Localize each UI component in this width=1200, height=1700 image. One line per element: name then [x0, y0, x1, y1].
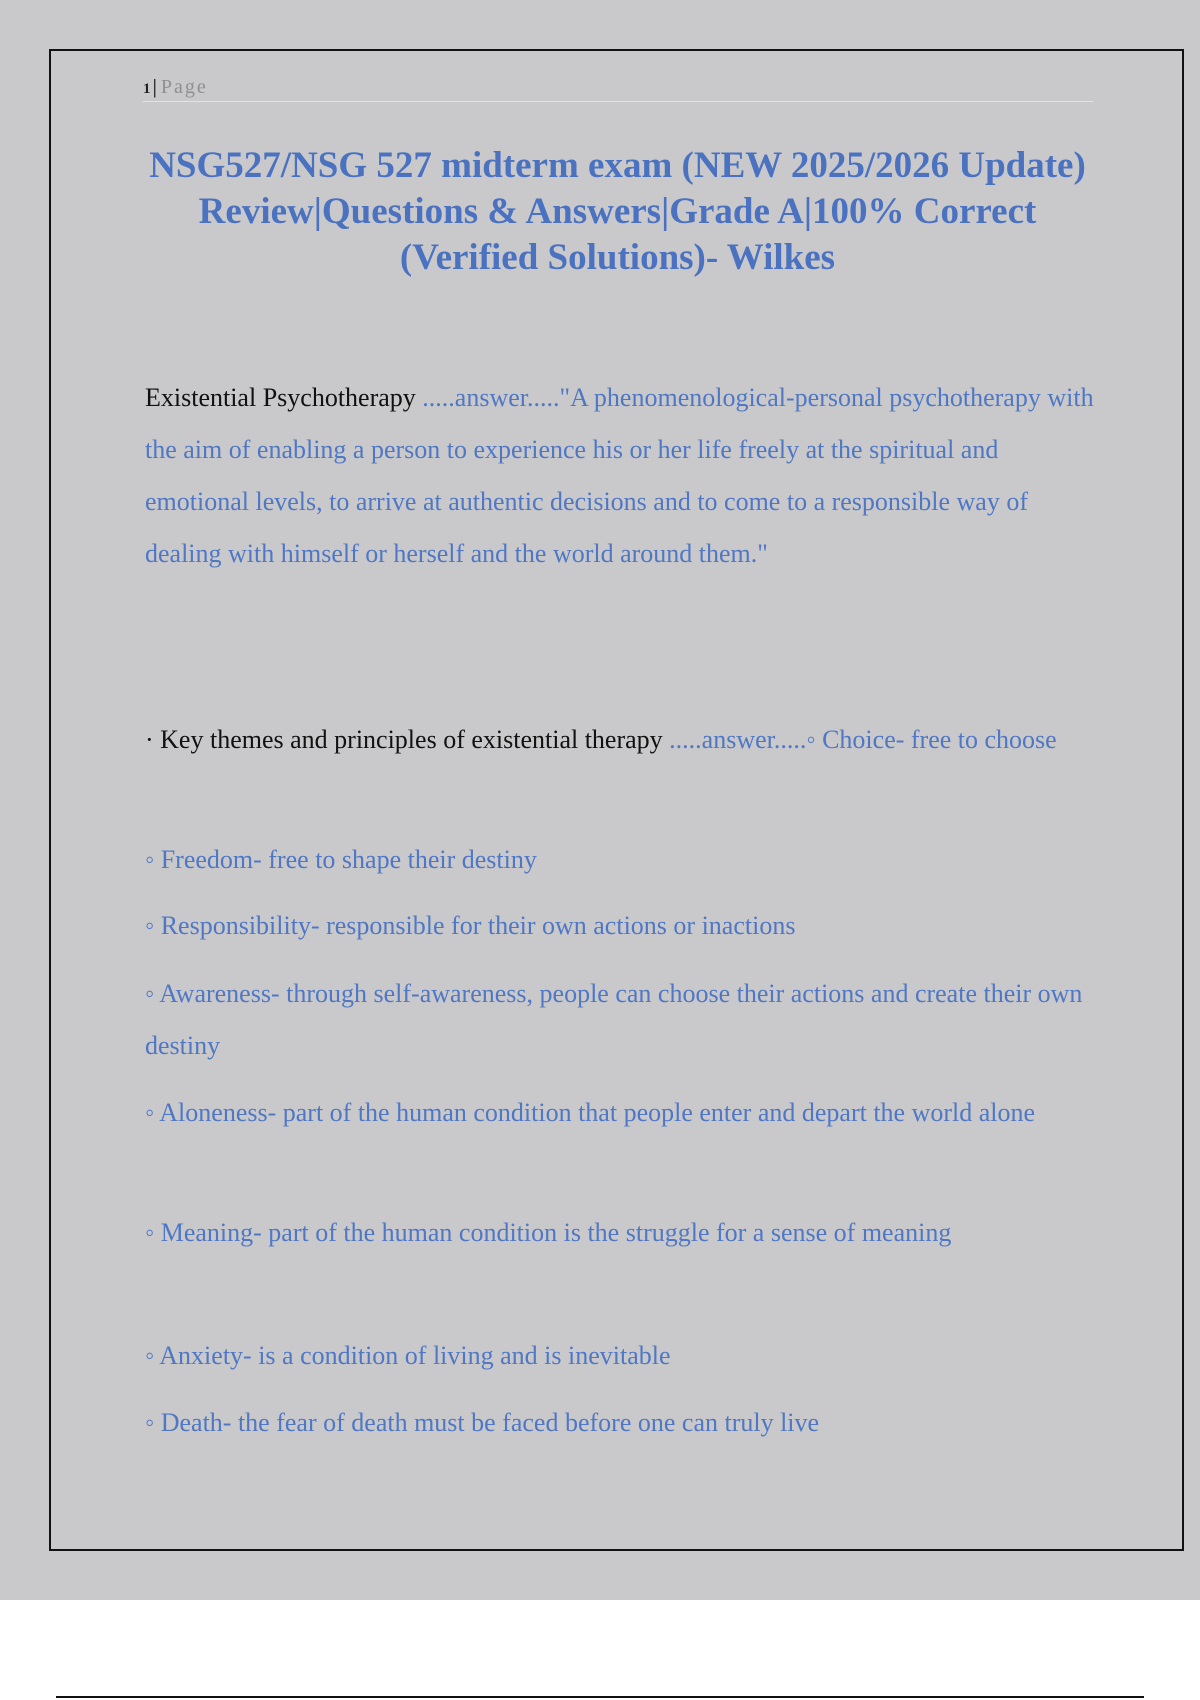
qa-entry-key-themes: [145, 714, 1095, 766]
theme-item-awareness: ◦ Awareness- through self-awareness, people can choose their actions and create their own destiny: [145, 979, 1083, 1060]
theme-item-meaning: ◦ Meaning- part of the human condition is the struggle for a sense of meaning: [145, 1218, 952, 1247]
page-separator: |: [152, 76, 159, 98]
page-number: 1: [143, 81, 151, 97]
document-title: NSG527/NSG 527 midterm exam (NEW 2025/2026 Update) Review|Questions & Answers|Grade A|100% Correct (Verified Solutions)- Wilkes: [149, 145, 1086, 278]
theme-item-anxiety: ◦ Anxiety- is a condition of living and is inevitable: [145, 1341, 671, 1370]
qa-term: · Key themes and principles of existential therapy: [145, 725, 663, 754]
qa-entry-existential-psychotherapy: [145, 372, 1095, 580]
next-page-rule: [56, 1696, 1144, 1698]
page-header: [143, 72, 1093, 102]
theme-item-aloneness: ◦ Aloneness- part of the human condition that people enter and depart the world alone: [145, 1098, 1036, 1127]
theme-item-death: ◦ Death- the fear of death must be faced before one can truly live: [145, 1408, 820, 1437]
qa-answer: .....answer.....◦ Choice- free to choose: [662, 725, 1057, 754]
qa-answer: .....answer....."A phenomenological-personal psychotherapy with the aim of enabling a person to experience his or her life freely at the spiritual and emotional levels, to arrive at authentic decisions and to come to a responsible way of dealing with himself or herself and the world around them.": [145, 383, 1094, 568]
page-label: Page: [160, 76, 208, 98]
qa-term: Existential Psychotherapy: [145, 383, 416, 412]
theme-item-responsibility: ◦ Responsibility- responsible for their own actions or inactions: [145, 911, 796, 940]
theme-item-freedom: ◦ Freedom- free to shape their destiny: [145, 845, 537, 874]
